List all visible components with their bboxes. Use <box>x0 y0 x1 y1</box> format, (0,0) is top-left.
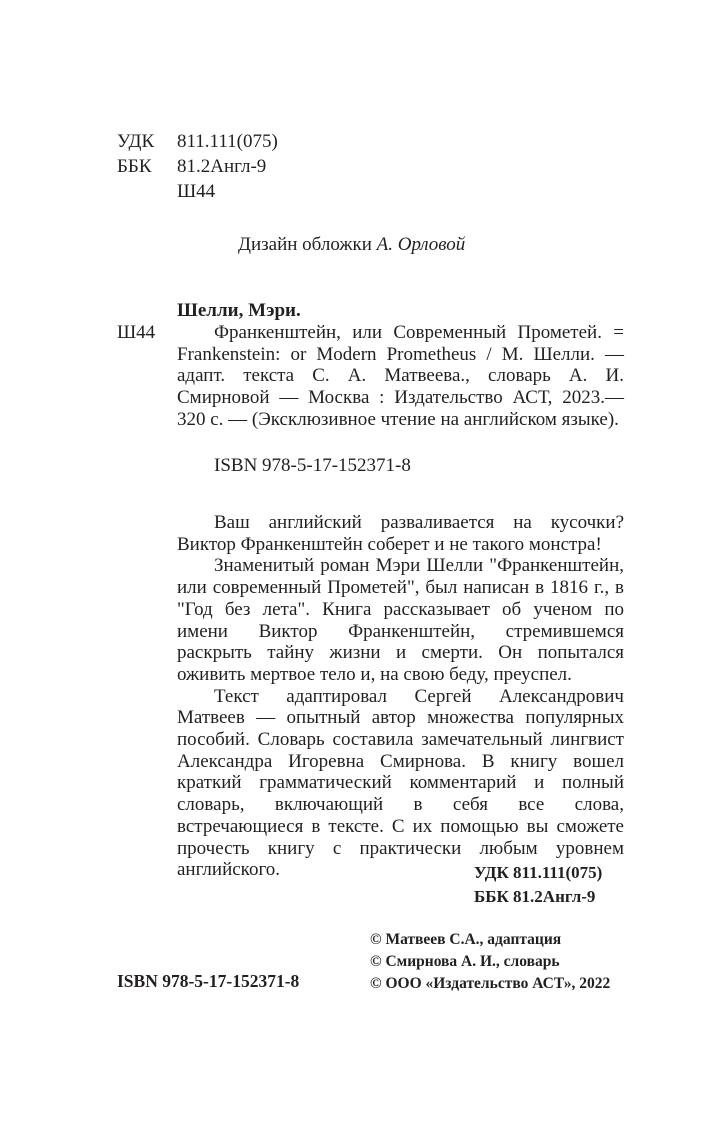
bbk-label: ББК <box>117 156 152 177</box>
footer-isbn: ISBN 978-5-17-152371-8 <box>117 971 300 991</box>
annotation-paragraph: Текст адаптировал Сергей Александрович Матвеев — опытный автор множества популярных пособий. Словарь составила замечательный лингвист Александра Игоревна Смирнова. В книгу вошел краткий грамматический комментарий и полный словарь, включающий в себя все слова, встречающиеся в тексте. С их помощью вы сможете прочесть книгу с практически любым уровнем английского. <box>177 685 624 881</box>
udk-label: УДК <box>117 131 155 152</box>
copyright-publisher: © ООО «Издательство АСТ», 2022 <box>370 975 611 992</box>
annotation-paragraph: Знаменитый роман Мэри Шелли "Франкенштейн, или современный Прометей", был написан в 1816 г., в "Год без лета". Книга рассказывает об ученом по имени Виктор Франкенштейн, стремившемся раскрыть тайну жизни и смерти. Он попытался оживить мертвое тело и, на свою беду, преуспел. <box>177 555 624 685</box>
copyright-adaptation: © Матвеев С.А., адаптация <box>370 931 562 948</box>
annotation <box>177 512 624 881</box>
isbn: ISBN 978-5-17-152371-8 <box>214 455 411 476</box>
author-sign-header: Ш44 <box>177 181 216 202</box>
cover-design-credit <box>238 234 465 256</box>
bibliographic-description: Франкенштейн, или Современный Прометей. = Frankenstein: or Modern Prometheus / М. Шелли. — адапт. текста С. А. Матвеева., словарь А. И. Смирновой — Москва : Издательство АСТ, 2023.— 320 с. — (Эксклюзивное чтение на английском языке). <box>177 322 624 430</box>
author-sign: Ш44 <box>117 322 156 343</box>
bbk-value: 81.2Англ-9 <box>177 156 267 177</box>
cover-designer-name: А. Орловой <box>376 234 466 255</box>
footer-bbk: ББК 81.2Англ-9 <box>474 887 596 906</box>
cover-design-prefix: Дизайн обложки <box>238 234 377 255</box>
udk-value: 811.111(075) <box>177 131 278 152</box>
author-heading: Шелли, Мэри. <box>177 300 301 321</box>
copyright-dictionary: © Смирнова А. И., словарь <box>370 953 560 970</box>
annotation-paragraph: Ваш английский разваливается на кусочки? Виктор Франкенштейн соберет и не такого монстра! <box>177 512 624 555</box>
footer-udk: УДК 811.111(075) <box>474 863 603 882</box>
